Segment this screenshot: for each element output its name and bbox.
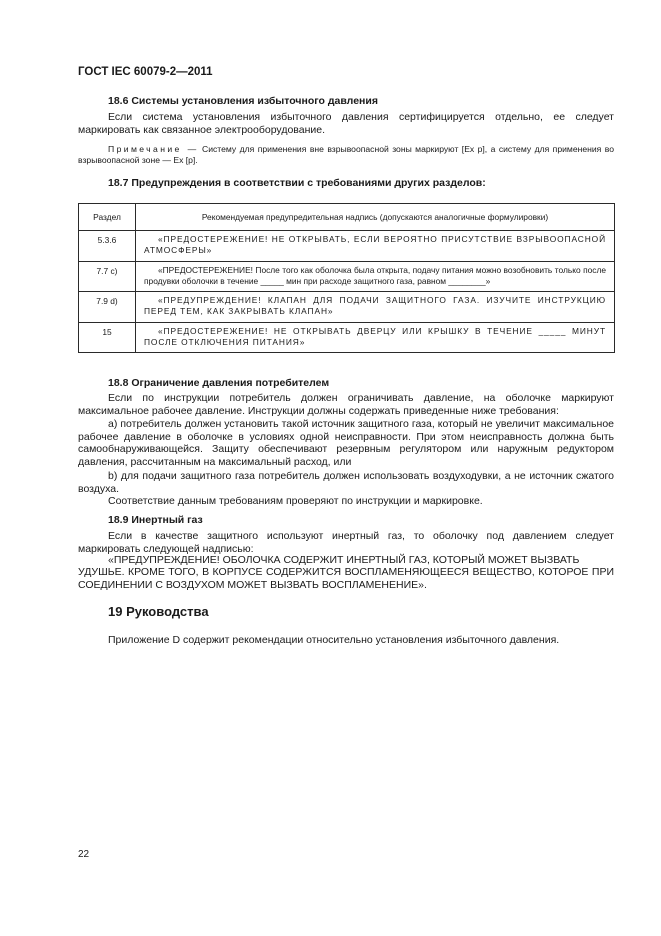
warning-inscription-line-1: «ПРЕДУПРЕЖДЕНИЕ! ОБОЛОЧКА СОДЕРЖИТ ИНЕРТНЫЙ ГАЗ, КОТОРЫЙ МОЖЕТ ВЫЗВАТЬ <box>108 554 580 566</box>
section-18-7-heading: 18.7 Предупреждения в соответствии с требованиями других разделов: <box>108 177 486 189</box>
section-18-8-paragraph-1: Если по инструкции потребитель должен ограничивать давление, на оболочке маркируют максимальное рабочее давление. Инструкции должны содержать приведенные ниже требования: <box>78 392 614 417</box>
note-text: Систему для применения вне взрывоопасной зоны маркируют [Ex p], а систему для применения во взрывоопасной зоне — Ex [p]. <box>78 144 614 165</box>
section-18-9-paragraph: Если в качестве защитного используют инертный газ, то оболочку под давлением следует маркировать следующей надписью: <box>78 530 614 555</box>
section-18-9-heading: 18.9 Инертный газ <box>108 514 203 526</box>
note-label: Примечание — <box>108 144 199 154</box>
warnings-table <box>78 203 615 353</box>
table-row <box>79 292 615 323</box>
table-cell-text: «ПРЕДОСТЕРЕЖЕНИЕ! После того как оболочка была открыта, подачу питания можно возобновить только после продувки оболочки в течение _____ мин при расходе защитного газа, равном ________» <box>136 261 615 292</box>
document-header: ГОСТ IEC 60079-2—2011 <box>78 66 213 78</box>
table-cell-section: 15 <box>79 322 136 353</box>
column-header-text: Рекомендуемая предупредительная надпись (допускаются аналогичные формулировки) <box>136 204 615 231</box>
table-row <box>79 322 615 353</box>
column-header-section: Раздел <box>79 204 136 231</box>
table-cell-text: «ПРЕДУПРЕЖДЕНИЕ! КЛАПАН ДЛЯ ПОДАЧИ ЗАЩИТНОГО ГАЗА. ИЗУЧИТЕ ИНСТРУКЦИЮ ПЕРЕД ТЕМ, КАК ЗАКРЫВАТЬ КЛАПАН» <box>136 292 615 323</box>
section-18-6-text: Если система установления избыточного давления сертифицируется отдельно, ее следует маркировать как связанное электрооборудование. <box>78 111 614 136</box>
table-cell-text: «ПРЕДОСТЕРЕЖЕНИЕ! НЕ ОТКРЫВАТЬ, ЕСЛИ ВЕРОЯТНО ПРИСУТСТВИЕ ВЗРЫВООПАСНОЙ АТМОСФЕРЫ» <box>136 231 615 262</box>
page-number: 22 <box>78 849 90 860</box>
table-cell-text: «ПРЕДОСТЕРЕЖЕНИЕ! НЕ ОТКРЫВАТЬ ДВЕРЦУ ИЛИ КРЫШКУ В ТЕЧЕНИЕ _____ МИНУТ ПОСЛЕ ОТКЛЮЧЕНИЯ ПИТАНИЯ» <box>136 322 615 353</box>
section-18-8-paragraph-4: Соответствие данным требованиям проверяют по инструкции и маркировке. <box>108 495 483 507</box>
table-cell-section: 7.7 с) <box>79 261 136 292</box>
table-header-row <box>79 204 615 231</box>
section-19-heading: 19 Руководства <box>108 604 209 619</box>
table-cell-section: 7.9 d) <box>79 292 136 323</box>
section-18-6-note <box>78 144 614 166</box>
section-18-8-item-b: b) для подачи защитного газа потребитель должен использовать воздуходувки, а не источник сжатого воздуха. <box>78 470 614 495</box>
table-row <box>79 261 615 292</box>
table-cell-section: 5.3.6 <box>79 231 136 262</box>
warning-inscription-rest: УДУШЬЕ. КРОМЕ ТОГО, В КОРПУСЕ СОДЕРЖИТСЯ ВОСПЛАМЕНЯЮЩЕЕСЯ ВЕЩЕСТВО, КОТОРОЕ ПРИ СОЕДИНЕНИИ С ВОЗДУХОМ МОЖЕТ ВЫЗВАТЬ ВОСПЛАМЕНЕНИЕ». <box>78 566 614 591</box>
table-row <box>79 231 615 262</box>
section-19-text: Приложение D содержит рекомендации относительно установления избыточного давления. <box>108 634 560 646</box>
section-18-8-item-a: а) потребитель должен установить такой источник защитного газа, который не увеличит максимальное рабочее давление в оболочке в условиях одной неисправности. При этом неисправность должна быть самообнаруживающейся. Защиту обеспечивают резервным регулятором или наружным редуктором давления, рассчитанным на максимальный расход, или <box>78 418 614 468</box>
section-18-8-heading: 18.8 Ограничение давления потребителем <box>108 377 330 389</box>
section-18-6-heading: 18.6 Системы установления избыточного давления <box>108 95 378 107</box>
